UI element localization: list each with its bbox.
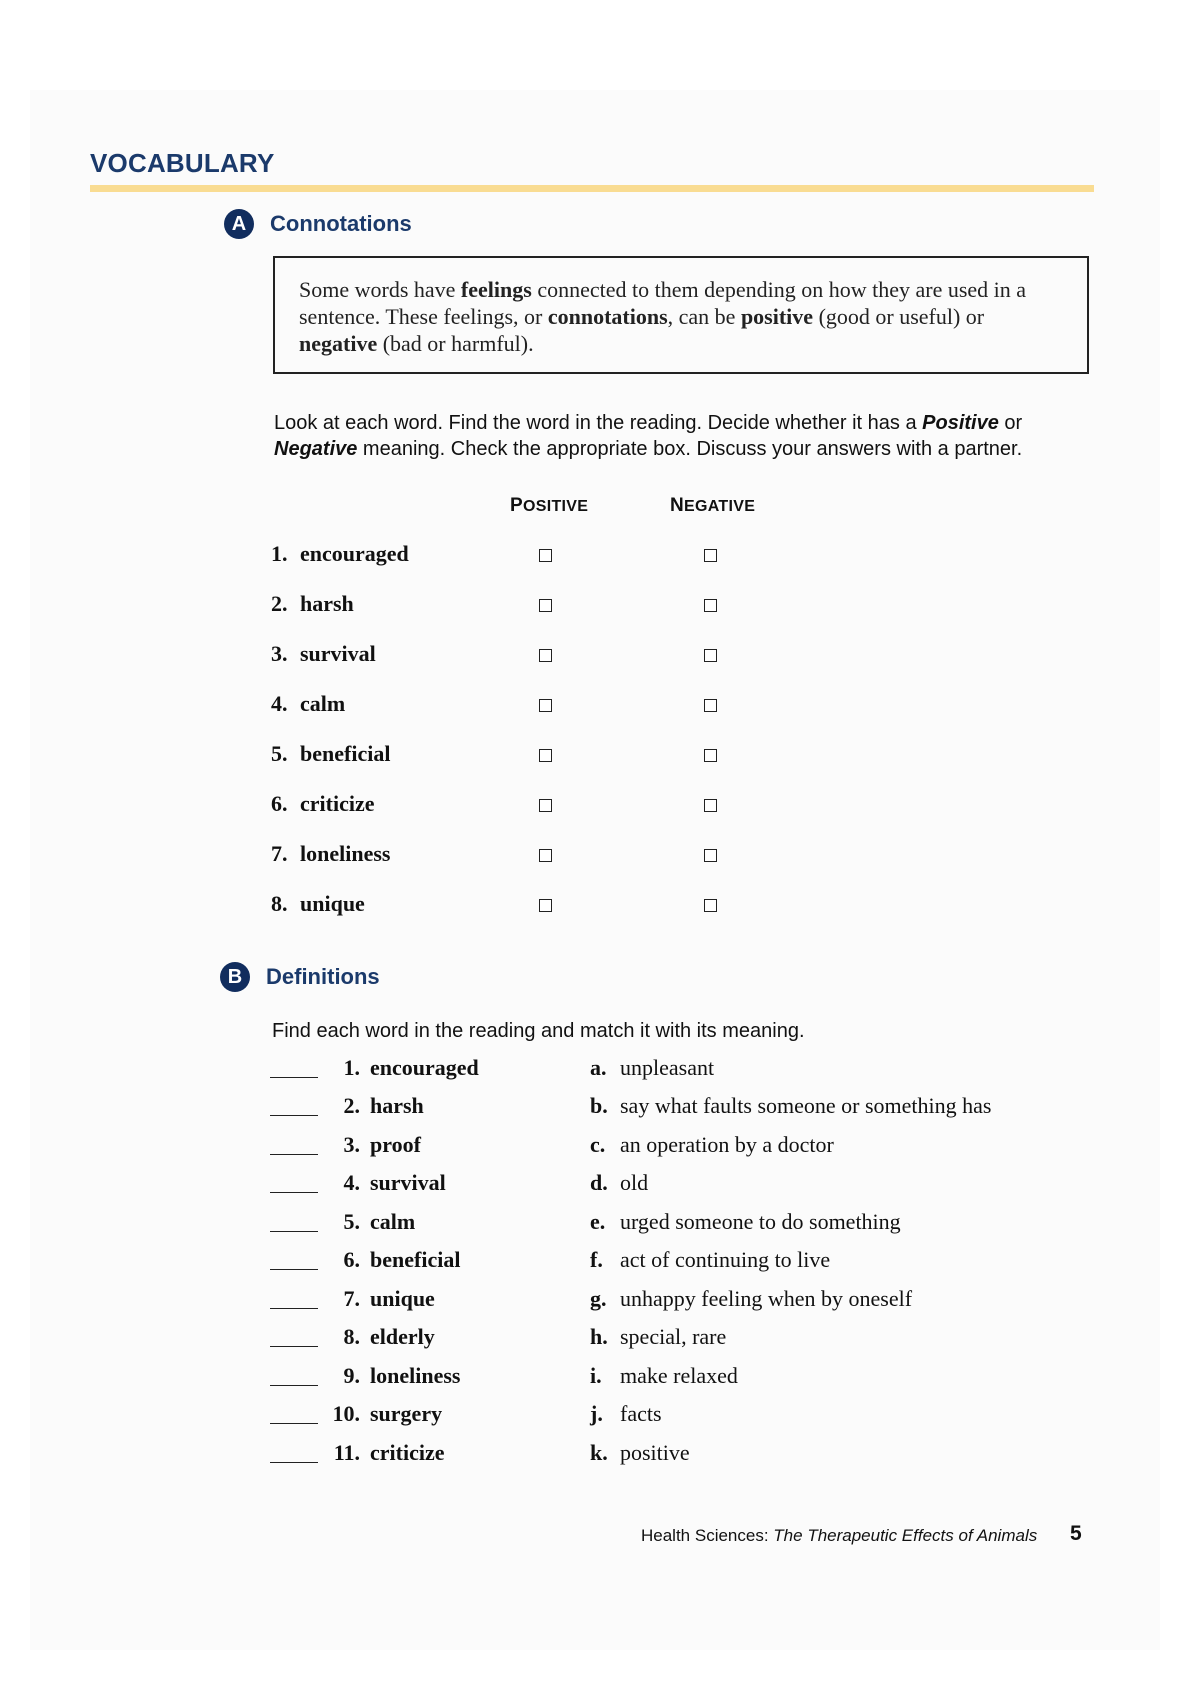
info-bold-negative: negative [299, 331, 378, 356]
connotation-row [271, 891, 771, 921]
positive-checkbox[interactable] [539, 649, 552, 662]
section-b-instructions: Find each word in the reading and match it with its meaning. [272, 1020, 805, 1042]
col-head-initial: P [510, 495, 523, 516]
definition-row [270, 1055, 1110, 1087]
item-number: 3. [271, 641, 288, 666]
vocab-word: survival [370, 1170, 446, 1195]
vocab-word: proof [370, 1132, 421, 1157]
word-number: 10. [332, 1401, 360, 1426]
definition-row [270, 1363, 1110, 1395]
word-number: 7. [343, 1286, 360, 1311]
meaning-letter: d. [590, 1170, 608, 1195]
item-word: calm [300, 691, 346, 716]
item-number: 1. [271, 541, 288, 566]
item-word: harsh [300, 591, 354, 616]
meaning-letter: g. [590, 1286, 607, 1311]
col-head-rest: OSITIVE [522, 498, 589, 515]
word-number: 8. [343, 1324, 360, 1349]
definition-row [270, 1401, 1110, 1433]
instruction-text: or [998, 412, 1023, 434]
col-head-rest: EGATIVE [684, 498, 756, 515]
meaning-letter: b. [590, 1093, 608, 1118]
definition-row [270, 1170, 1110, 1202]
item-word: criticize [300, 791, 375, 816]
positive-checkbox[interactable] [539, 799, 552, 812]
word-number: 2. [343, 1093, 360, 1118]
item-number: 8. [271, 891, 288, 916]
meaning-letter: k. [590, 1440, 608, 1465]
column-header-positive [510, 495, 588, 517]
answer-blank[interactable] [270, 1154, 318, 1155]
vocab-word: surgery [370, 1401, 443, 1426]
meaning-letter: e. [590, 1209, 606, 1234]
meaning-text: make relaxed [620, 1363, 738, 1388]
item-number: 4. [271, 691, 288, 716]
positive-checkbox[interactable] [539, 749, 552, 762]
answer-blank[interactable] [270, 1385, 318, 1386]
section-a-header [224, 209, 412, 239]
meaning-text: old [620, 1170, 649, 1195]
answer-blank[interactable] [270, 1423, 318, 1424]
connotation-row [271, 791, 771, 821]
connotations-info-box [273, 256, 1089, 374]
positive-checkbox[interactable] [539, 549, 552, 562]
meaning-text: unhappy feeling when by oneself [620, 1286, 913, 1311]
positive-checkbox[interactable] [539, 849, 552, 862]
section-a-title: Connotations [270, 211, 412, 236]
meaning-text: positive [620, 1440, 690, 1465]
definition-row [270, 1286, 1110, 1318]
meaning-letter: i. [590, 1363, 602, 1388]
section-a-badge: A [224, 209, 254, 239]
definition-row [270, 1093, 1110, 1125]
item-word: loneliness [300, 841, 391, 866]
page-footer [641, 1526, 1037, 1546]
meaning-letter: j. [590, 1401, 603, 1426]
vocab-word: harsh [370, 1093, 424, 1118]
meaning-text: urged someone to do something [620, 1209, 901, 1234]
meaning-text: act of continuing to live [620, 1247, 831, 1272]
meaning-letter: a. [590, 1055, 607, 1080]
connotation-row [271, 641, 771, 671]
item-number: 6. [271, 791, 288, 816]
info-text: (good or useful) or [813, 304, 985, 329]
negative-checkbox[interactable] [704, 549, 717, 562]
negative-checkbox[interactable] [704, 749, 717, 762]
item-number: 2. [271, 591, 288, 616]
instruction-negative: Negative [274, 438, 358, 460]
positive-checkbox[interactable] [539, 899, 552, 912]
positive-checkbox[interactable] [539, 599, 552, 612]
info-text: connected to them depending on how they are used in a sentence. These feelings, or [299, 277, 1027, 329]
answer-blank[interactable] [270, 1077, 318, 1078]
section-a-instructions [274, 410, 1094, 462]
meaning-letter: h. [590, 1324, 608, 1349]
vocab-word: criticize [370, 1440, 445, 1465]
info-bold-positive: positive [740, 304, 814, 329]
instruction-positive: Positive [922, 412, 999, 434]
definition-row [270, 1247, 1110, 1279]
negative-checkbox[interactable] [704, 699, 717, 712]
word-number: 11. [333, 1440, 360, 1465]
col-head-initial: N [670, 495, 685, 516]
word-number: 3. [343, 1132, 360, 1157]
answer-blank[interactable] [270, 1192, 318, 1193]
footer-subject: Health Sciences: [641, 1526, 774, 1545]
definition-row [270, 1209, 1110, 1241]
meaning-letter: c. [590, 1132, 606, 1157]
vocab-word: beneficial [370, 1247, 461, 1272]
connotation-row [271, 741, 771, 771]
connotation-row [271, 591, 771, 621]
vocab-word: unique [370, 1286, 435, 1311]
meaning-text: an operation by a doctor [620, 1132, 834, 1157]
meaning-letter: f. [590, 1247, 603, 1272]
answer-blank[interactable] [270, 1231, 318, 1232]
answer-blank[interactable] [270, 1115, 318, 1116]
info-text: , can be [667, 304, 741, 329]
vocab-word: calm [370, 1209, 416, 1234]
negative-checkbox[interactable] [704, 649, 717, 662]
word-number: 6. [343, 1247, 360, 1272]
definition-row [270, 1324, 1110, 1356]
page-number: 5 [1070, 1522, 1082, 1545]
connotation-row [271, 841, 771, 871]
item-word: encouraged [300, 541, 409, 566]
negative-checkbox[interactable] [704, 899, 717, 912]
positive-checkbox[interactable] [539, 699, 552, 712]
meaning-text: say what faults someone or something has [620, 1093, 992, 1118]
instruction-text: meaning. Check the appropriate box. Discuss your answers with a partner. [357, 438, 1023, 460]
word-number: 5. [343, 1209, 360, 1234]
section-b-badge: B [220, 962, 250, 992]
column-header-negative [670, 495, 755, 517]
info-text: Some words have [299, 277, 461, 302]
instruction-text: Look at each word. Find the word in the reading. Decide whether it has a [274, 412, 923, 434]
answer-blank[interactable] [270, 1462, 318, 1463]
title-underline-rule [90, 185, 1094, 192]
vocab-word: loneliness [370, 1363, 461, 1388]
item-number: 7. [271, 841, 288, 866]
section-b-header [220, 962, 380, 992]
info-bold-feelings: feelings [460, 277, 532, 302]
item-word: beneficial [300, 741, 391, 766]
connotation-row [271, 691, 771, 721]
negative-checkbox[interactable] [704, 849, 717, 862]
answer-blank[interactable] [270, 1269, 318, 1270]
vocab-word: elderly [370, 1324, 435, 1349]
item-word: unique [300, 891, 365, 916]
info-bold-connotations: connotations [547, 304, 668, 329]
negative-checkbox[interactable] [704, 799, 717, 812]
meaning-text: special, rare [620, 1324, 727, 1349]
definition-row [270, 1440, 1110, 1472]
definition-row [270, 1132, 1110, 1164]
page-title: VOCABULARY [90, 148, 275, 178]
meaning-text: unpleasant [620, 1055, 715, 1080]
item-number: 5. [271, 741, 288, 766]
vocab-word: encouraged [370, 1055, 479, 1080]
word-number: 4. [343, 1170, 360, 1195]
item-word: survival [300, 641, 376, 666]
negative-checkbox[interactable] [704, 599, 717, 612]
info-text: (bad or harmful). [377, 331, 534, 356]
word-number: 9. [343, 1363, 360, 1388]
word-number: 1. [343, 1055, 360, 1080]
meaning-text: facts [620, 1401, 662, 1426]
connotation-row [271, 541, 771, 571]
answer-blank[interactable] [270, 1308, 318, 1309]
section-b-title: Definitions [266, 964, 380, 989]
footer-title: The Therapeutic Effects of Animals [773, 1526, 1038, 1545]
answer-blank[interactable] [270, 1346, 318, 1347]
